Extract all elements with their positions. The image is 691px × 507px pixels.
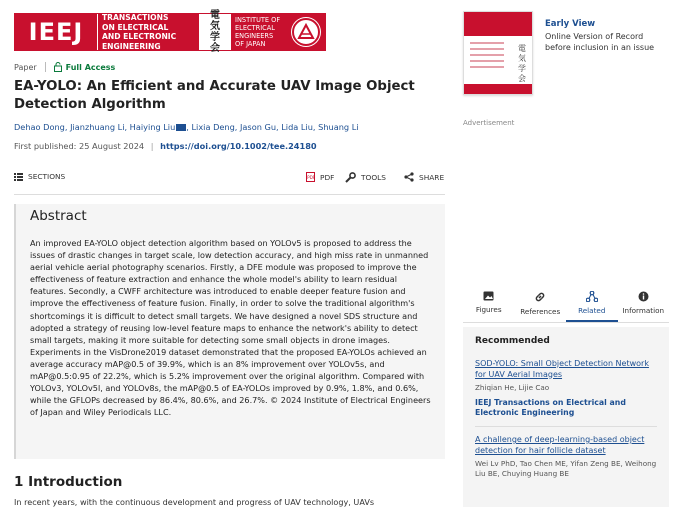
recommended-heading: Recommended — [475, 336, 550, 346]
recommended-panel — [463, 327, 669, 507]
share-button[interactable]: SHARE — [404, 172, 444, 182]
article-title: EA-YOLO: An Efficient and Accurate UAV Image Object Detection Algorithm — [14, 79, 415, 112]
doi-link[interactable]: https://doi.org/10.1002/tee.24180 — [160, 141, 317, 151]
early-view-description: Online Version of Record before inclusion in an issue — [545, 32, 655, 52]
pdf-icon — [306, 172, 315, 182]
svg-text:PDF: PDF — [307, 175, 315, 180]
journal-banner[interactable] — [14, 10, 326, 54]
sections-button[interactable]: SECTIONS — [14, 172, 65, 181]
kanji-mark: 電 気 学 会 — [199, 14, 231, 50]
tab-figures[interactable]: Figures — [463, 285, 515, 322]
list-icon — [14, 173, 23, 181]
ieej-logo: IEEJ — [15, 14, 97, 50]
divider — [475, 426, 657, 427]
author-list[interactable]: Dehao Dong, Jianzhuang Li, Haiying Liu , Lixia Deng, Jason Gu, Lida Liu, Shuang Li — [14, 122, 359, 132]
abstract-section — [14, 204, 445, 459]
recommended-article-authors: Wei Lv PhD, Tao Chen ME, Yifan Zeng BE, Weihong Liu BE, Chuying Huang BE — [475, 459, 657, 478]
access-badge: Full Access — [54, 62, 116, 72]
toolbar-divider — [14, 194, 445, 195]
introduction-text: In recent years, with the continuous development and progress of UAV technology, UAVs — [14, 497, 375, 507]
wrench-icon — [345, 172, 356, 183]
share-icon — [404, 172, 414, 182]
institute-emblem-icon — [291, 17, 321, 47]
advertisement-label: Advertisement — [463, 119, 515, 127]
recommended-article-authors: Zhiqian He, Lijie Cao — [475, 383, 550, 392]
abstract-heading: Abstract — [30, 208, 87, 224]
recommended-article-link[interactable]: A challenge of deep-learning-based object detection for hair follicle dataset — [475, 435, 645, 455]
journal-cover-thumbnail[interactable]: 電 気 学 会 — [463, 11, 533, 95]
tab-information[interactable]: Information — [618, 285, 670, 322]
tab-references[interactable]: References — [515, 285, 567, 322]
transactions-title: TRANSACTIONS ON ELECTRICAL AND ELECTRONIC ENGINEERING — [97, 14, 199, 50]
image-icon — [483, 291, 494, 301]
introduction-heading: 1 Introduction — [14, 474, 123, 490]
link-icon — [534, 291, 546, 303]
recommended-article-journal[interactable]: IEEJ Transactions on Electrical and Electronic Engineering — [475, 398, 626, 417]
pdf-button[interactable]: PDF PDF — [307, 172, 335, 182]
tools-button[interactable]: TOOLS — [345, 172, 386, 183]
publication-info: First published: 25 August 2024 | https://doi.org/10.1002/tee.24180 — [14, 141, 317, 151]
recommended-article-link[interactable]: SOD-YOLO: Small Object Detection Network for UAV Aerial Images — [475, 359, 649, 379]
tab-related[interactable]: Related — [566, 285, 618, 322]
related-icon — [586, 291, 598, 302]
institute-name: INSTITUTE OF ELECTRICAL ENGINEERS OF JAPAN — [231, 14, 325, 50]
early-view-link[interactable]: Early View — [545, 19, 596, 29]
article-type: Paper — [14, 62, 37, 72]
info-icon — [638, 291, 649, 302]
email-icon[interactable] — [176, 124, 186, 131]
article-toolbar — [14, 170, 445, 188]
article-meta — [14, 62, 115, 72]
sidebar-tabs — [463, 285, 669, 323]
unlock-icon — [54, 62, 62, 72]
divider — [45, 62, 46, 72]
abstract-text: An improved EA-YOLO object detection algorithm based on YOLOv5 is proposed to address the issues of drastic changes in target scale, low detection accuracy, and high miss rate in unmanned aerial vehicle aerial photography scenarios. Firstly, a DFE module was proposed to improve the effectiveness of feature extraction and enhance the whole model's ability to learn residual features. Secondly, a CWFF architecture was introduced to enable deeper feature fusion and improve the effectiveness of feature fusion. Finally, in order to solve the traditional algorithm's shortcomings it is difficult to detect small targets. We have designed a novel SDS structure and adopted a strategy of reusing low-level feature maps to enhance the network's ability to detect small targets, making it more suitable for detecting some small objects in drone images. Experiments in the VisDrone2019 dataset demonstrated that the proposed EA-YOLOs achieved an average accuracy mAP@0.5 of 39.9%, which is an 8% improvement over YOLOv5s, and mAP@0.5:0.95 of 22.2%, which is 5.2% improvement over the original algorithm. Compared with YOLOv3, YOLOv5l, and YOLOv8s, the mAP@0.5 of EA-YOLOs improved by 0.9%, 1.8%, and 0.6%, while the GFLOPs decreased by 86.4%, 80.6%, and 26.7%. © 2024 Institute of Electrical Engineers of Japan and Wiley Periodicals LLC. — [30, 238, 431, 418]
